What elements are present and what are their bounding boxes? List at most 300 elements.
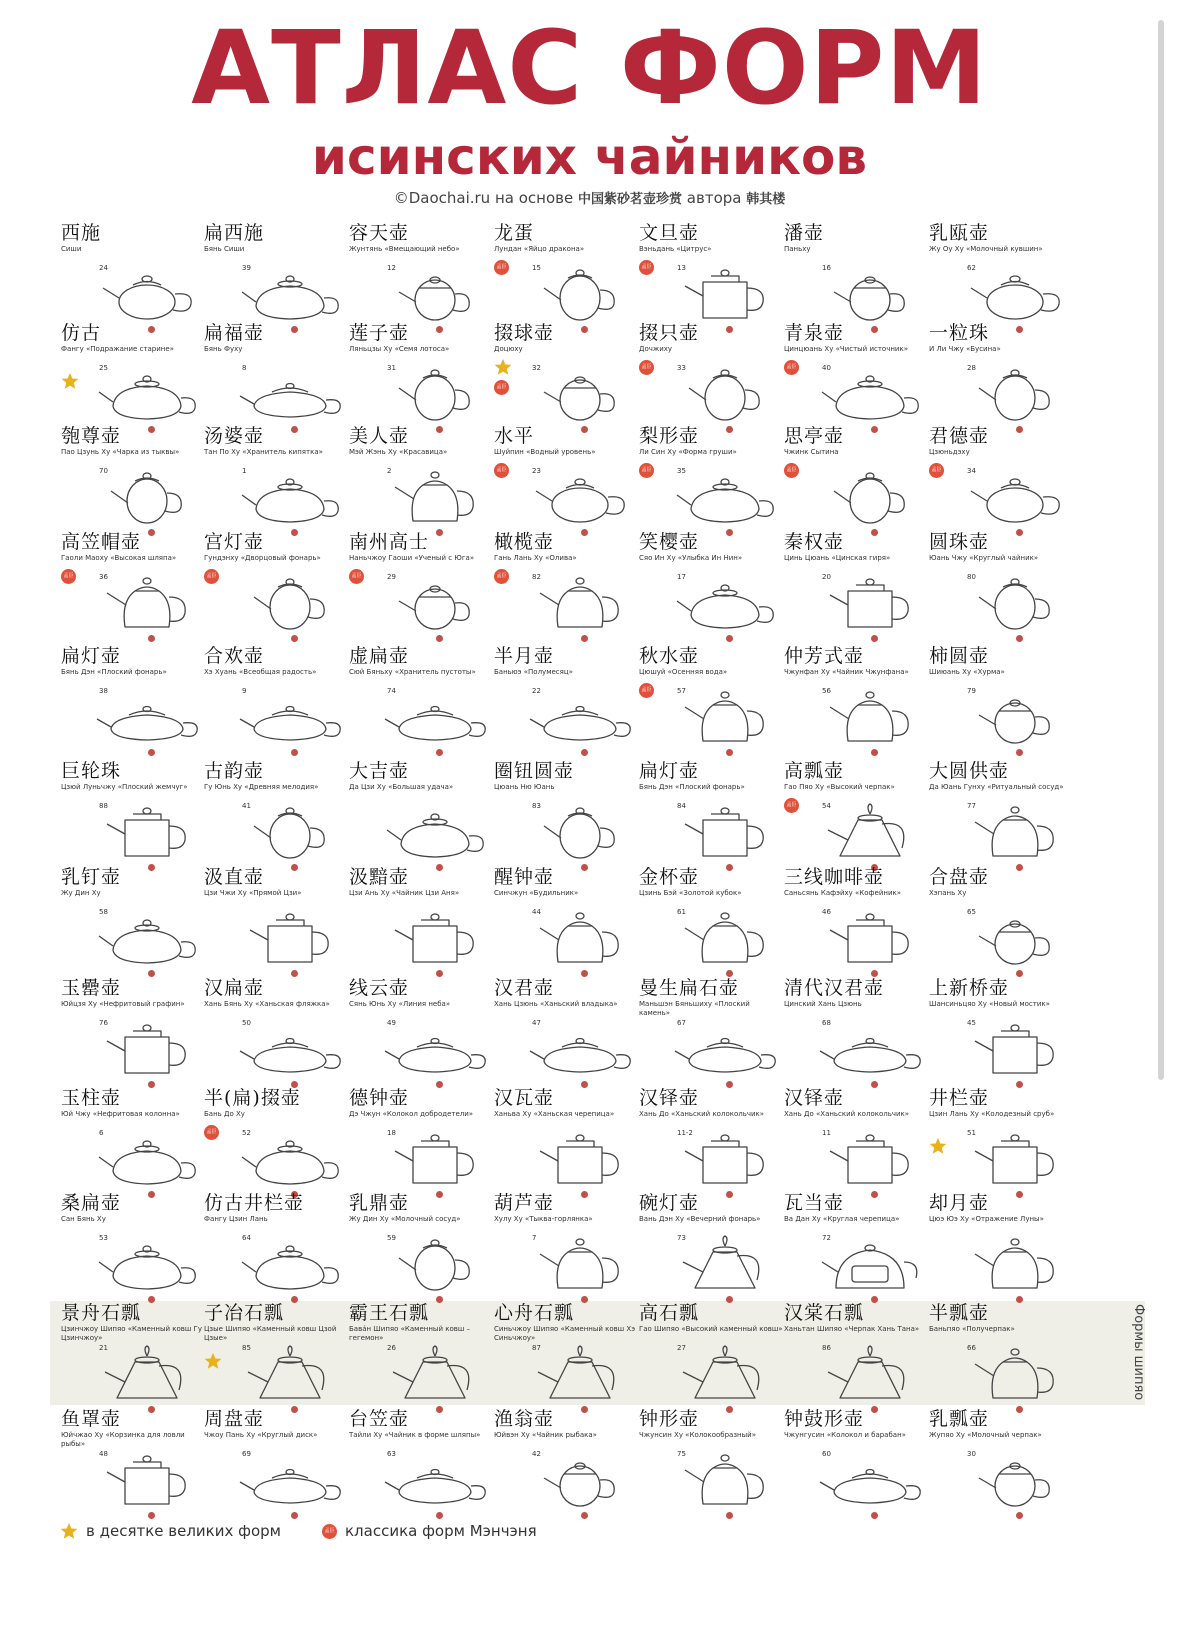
teapot-drawing	[963, 1017, 1067, 1079]
teapot-drawing	[673, 1017, 777, 1079]
teapot-name-cn: 乳钉壶	[61, 866, 122, 888]
teapot-name-cn: 合盘壶	[929, 866, 990, 888]
mengchen-mark	[639, 360, 654, 375]
form-number: 82	[532, 573, 541, 581]
teapot-cell	[488, 866, 638, 976]
teapot-cell	[198, 1087, 348, 1197]
teapot-name-cn: 巨轮珠	[61, 760, 122, 782]
mengchen-mark	[204, 569, 219, 584]
teapot-name-cn: 半月壶	[494, 645, 555, 667]
teapot-name-ru: Чжоу Пань Ху «Круглый диск»	[204, 1431, 318, 1439]
teapot-name-cn: 醒钟壶	[494, 866, 555, 888]
teapot-name-ru: Вань Дэн Ху «Вечерний фонарь»	[639, 1215, 761, 1223]
teapot-name-ru: Хань Цзюнь «Ханьский владыка»	[494, 1000, 618, 1008]
teapot-name-ru: Гао Пяо Ху «Высокий черпак»	[784, 783, 895, 791]
teapot-name-cn: 秋水壶	[639, 645, 700, 667]
teapot-cell	[488, 1087, 638, 1197]
teapot-name-ru: Юйцзя Ху «Нефритовый графин»	[61, 1000, 185, 1008]
red-dot	[436, 1512, 443, 1519]
teapot-name-ru: Чжунсин Ху «Колокообразный»	[639, 1431, 756, 1439]
form-number: 87	[532, 1344, 541, 1352]
form-number: 67	[677, 1019, 686, 1027]
teapot-drawing	[528, 1017, 632, 1079]
form-number: 12	[387, 264, 396, 272]
teapot-name-ru: Цюань Ню Юань	[494, 783, 555, 791]
teapot-name-ru: Цинцюань Ху «Чистый источник»	[784, 345, 908, 353]
teapot-name-ru: Цзи Чжи Ху «Прямой Цзи»	[204, 889, 302, 897]
mengchen-badge-icon: 孟臣	[639, 463, 654, 478]
teapot-cell	[55, 531, 205, 641]
teapot-name-ru: Чжунфан Ху «Чайник Чжунфана»	[784, 668, 909, 676]
teapot-drawing	[673, 465, 777, 527]
teapot-name-cn: 一粒珠	[929, 322, 990, 344]
form-number: 52	[242, 1129, 251, 1137]
form-number: 7	[532, 1234, 537, 1242]
star-icon	[61, 372, 79, 390]
teapot-cell	[343, 1087, 493, 1197]
teapot-name-cn: 汲直壶	[204, 866, 265, 888]
teapot-drawing	[673, 906, 777, 968]
legend-badge	[322, 1522, 537, 1540]
teapot-drawing	[673, 685, 777, 747]
teapot-name-cn: 上新桥壶	[929, 977, 1010, 999]
mengchen-badge-icon: 孟臣	[349, 569, 364, 584]
red-dot	[871, 1512, 878, 1519]
teapot-drawing	[383, 1127, 487, 1189]
teapot-name-ru: Хань До «Ханьский колокольчик»	[639, 1110, 765, 1118]
teapot-cell	[633, 977, 783, 1087]
form-number: 51	[967, 1129, 976, 1137]
teapot-name-ru: Сяо Ин Ху «Улыбка Ин Нин»	[639, 554, 743, 562]
teapot-cell	[488, 322, 638, 432]
form-number: 85	[242, 1344, 251, 1352]
teapot-drawing	[818, 1017, 922, 1079]
teapot-name-ru: Вэньдань «Цитрус»	[639, 245, 712, 253]
teapot-cell	[633, 322, 783, 432]
teapot-cell	[923, 531, 1073, 641]
teapot-name-cn: 清代汉君壶	[784, 977, 885, 999]
form-number: 47	[532, 1019, 541, 1027]
form-number: 41	[242, 802, 251, 810]
teapot-cell	[198, 977, 348, 1087]
teapot-name-ru: Хэпань Ху	[929, 889, 967, 897]
teapot-drawing	[818, 362, 922, 424]
teapot-name-cn: 渔翁壶	[494, 1408, 555, 1430]
form-number: 21	[99, 1344, 108, 1352]
teapot-drawing	[818, 1232, 922, 1294]
form-number: 66	[967, 1344, 976, 1352]
teapot-name-cn: 笑樱壶	[639, 531, 700, 553]
teapot-cell	[778, 425, 928, 535]
credit-author: 韩其楼	[746, 192, 786, 207]
teapot-name-ru: Да Цзи Ху «Большая удача»	[349, 783, 454, 791]
teapot-cell	[488, 760, 638, 870]
teapot-cell	[55, 1087, 205, 1197]
teapot-name-cn: 钟形壶	[639, 1408, 700, 1430]
teapot-drawing	[963, 685, 1067, 747]
form-number: 49	[387, 1019, 396, 1027]
teapot-name-cn: 水平	[494, 425, 535, 447]
form-number: 27	[677, 1344, 686, 1352]
credit-book: 中国紫砂茗壶珍赏	[578, 192, 683, 207]
mengchen-mark	[784, 360, 799, 375]
teapot-cell	[923, 760, 1073, 870]
mengchen-mark	[349, 569, 364, 584]
form-number: 53	[99, 1234, 108, 1242]
teapot-drawing	[238, 685, 342, 747]
teapot-name-cn: 文旦壶	[639, 222, 700, 244]
teapot-drawing	[818, 1127, 922, 1189]
form-number: 40	[822, 364, 831, 372]
teapot-name-cn: 鱼罩壶	[61, 1408, 122, 1430]
red-dot	[148, 749, 155, 756]
teapot-name-ru: Тайли Ху «Чайник в форме шляпы»	[349, 1431, 481, 1439]
teapot-name-ru: Гундэнху «Дворцовый фонарь»	[204, 554, 321, 562]
teapot-drawing	[95, 262, 199, 324]
teapot-drawing	[238, 1127, 342, 1189]
credit-middle: автора	[686, 189, 742, 207]
star-icon	[60, 1522, 78, 1540]
teapot-cell	[778, 531, 928, 641]
teapot-name-ru: Бянь Дэн «Плоский фонарь»	[639, 783, 745, 791]
teapot-name-ru: Саньсянь Кафэйху «Кофейник»	[784, 889, 902, 897]
teapot-cell	[633, 222, 783, 332]
form-number: 70	[99, 467, 108, 475]
teapot-name-cn: 君德壶	[929, 425, 990, 447]
form-number: 62	[967, 264, 976, 272]
teapot-cell	[198, 866, 348, 976]
teapot-name-ru: Цзинь Бэй «Золотой кубок»	[639, 889, 742, 897]
teapot-name-cn: 扁西施	[204, 222, 265, 244]
teapot-drawing	[383, 465, 487, 527]
teapot-name-cn: 扁灯壶	[639, 760, 700, 782]
teapot-cell	[55, 1408, 205, 1518]
teapot-name-cn: 大圆供壶	[929, 760, 1010, 782]
teapot-name-cn: 掇球壶	[494, 322, 555, 344]
form-number: 68	[822, 1019, 831, 1027]
teapot-cell	[778, 645, 928, 755]
mengchen-badge-icon: 孟臣	[784, 798, 799, 813]
teapot-drawing	[238, 906, 342, 968]
top-ten-mark	[204, 1352, 222, 1374]
red-dot	[291, 749, 298, 756]
teapot-drawing	[818, 571, 922, 633]
teapot-cell	[633, 866, 783, 976]
teapot-cell	[778, 760, 928, 870]
teapot-name-cn: 虚扁壶	[349, 645, 410, 667]
red-dot	[1016, 1512, 1023, 1519]
mengchen-mark	[61, 569, 76, 584]
form-number: 22	[532, 687, 541, 695]
teapot-drawing	[818, 262, 922, 324]
red-dot	[726, 1512, 733, 1519]
page-title: АТЛАС ФОРМ	[191, 9, 988, 128]
teapot-name-ru: Гао Шипяо «Высокий каменный ковш»	[639, 1325, 783, 1333]
teapot-cell	[488, 222, 638, 332]
form-number: 9	[242, 687, 247, 695]
teapot-name-cn: 玉罍壶	[61, 977, 122, 999]
teapot-drawing	[528, 1232, 632, 1294]
teapot-drawing	[383, 1342, 487, 1404]
red-dot	[291, 635, 298, 642]
form-number: 88	[99, 802, 108, 810]
teapot-name-ru: Юйвэн Ху «Чайник рыбака»	[494, 1431, 597, 1439]
teapot-drawing	[383, 685, 487, 747]
teapot-name-ru: Гань Лань Ху «Олива»	[494, 554, 577, 562]
form-number: 11-2	[677, 1129, 693, 1137]
teapot-cell	[488, 1302, 638, 1412]
teapot-drawing	[383, 906, 487, 968]
teapot-cell	[633, 1087, 783, 1197]
teapot-drawing	[673, 1342, 777, 1404]
red-dot	[436, 635, 443, 642]
teapot-name-cn: 青泉壶	[784, 322, 845, 344]
teapot-name-ru: Жу Дин Ху	[61, 889, 101, 897]
teapot-name-ru: Чжинк Сытина	[784, 448, 839, 456]
mengchen-mark	[784, 463, 799, 478]
form-number: 56	[822, 687, 831, 695]
teapot-name-cn: 乳鼎壶	[349, 1192, 410, 1214]
teapot-name-cn: 汉棠石瓢	[784, 1302, 865, 1324]
teapot-cell	[55, 645, 205, 755]
form-number: 48	[99, 1450, 108, 1458]
teapot-cell	[488, 531, 638, 641]
form-number: 74	[387, 687, 396, 695]
teapot-name-ru: Фангу Цзин Лань	[204, 1215, 268, 1223]
teapot-cell	[923, 1408, 1073, 1518]
form-number: 31	[387, 364, 396, 372]
teapot-name-ru: Цзинчжоу Шипяо «Каменный ковш Гу Цзинчжоу»	[61, 1325, 202, 1342]
teapot-cell	[633, 1302, 783, 1412]
teapot-drawing	[238, 362, 342, 424]
teapot-name-cn: 瓦当壶	[784, 1192, 845, 1214]
form-number: 77	[967, 802, 976, 810]
teapot-name-cn: 美人壶	[349, 425, 410, 447]
teapot-cell	[343, 866, 493, 976]
mengchen-mark	[639, 463, 654, 478]
teapot-drawing	[95, 1448, 199, 1510]
teapot-cell	[633, 1192, 783, 1302]
teapot-cell	[343, 645, 493, 755]
teapot-cell	[343, 531, 493, 641]
teapot-name-cn: 圆珠壶	[929, 531, 990, 553]
teapot-name-ru: Гу Юнь Ху «Древняя мелодия»	[204, 783, 319, 791]
top-ten-mark	[61, 372, 79, 394]
teapot-cell	[198, 222, 348, 332]
mengchen-mark	[784, 798, 799, 813]
form-number: 58	[99, 908, 108, 916]
teapot-name-ru: Хэ Хуань «Всеобщая радость»	[204, 668, 317, 676]
form-number: 80	[967, 573, 976, 581]
teapot-name-cn: 葫芦壶	[494, 1192, 555, 1214]
credit-prefix: ©Daochai.ru на основе	[393, 189, 574, 207]
mengchen-badge-icon: 孟臣	[322, 1524, 337, 1539]
teapot-drawing	[95, 571, 199, 633]
teapot-name-cn: 高瓢壶	[784, 760, 845, 782]
teapot-name-ru: Бавáн Шипяо «Каменный ковш – гегемон»	[349, 1325, 470, 1342]
teapot-name-ru: Доцюху	[494, 345, 523, 353]
mengchen-mark	[639, 683, 654, 698]
teapot-name-ru: Бань До Ху	[204, 1110, 245, 1118]
mengchen-mark	[494, 260, 509, 275]
mengchen-badge-icon: 孟臣	[204, 569, 219, 584]
red-dot	[291, 970, 298, 977]
teapot-drawing	[238, 1448, 342, 1510]
teapot-name-cn: 德钟壶	[349, 1087, 410, 1109]
teapot-drawing	[383, 1448, 487, 1510]
teapot-cell	[343, 222, 493, 332]
teapot-cell	[55, 322, 205, 432]
teapot-name-cn: 扁灯壶	[61, 645, 122, 667]
star-icon	[494, 358, 512, 376]
form-number: 73	[677, 1234, 686, 1242]
legend-star-label: в десятке великих форм	[86, 1522, 281, 1540]
red-dot	[436, 749, 443, 756]
form-number: 59	[387, 1234, 396, 1242]
teapot-drawing	[818, 685, 922, 747]
teapot-drawing	[818, 1342, 922, 1404]
teapot-name-ru: Фангу «Подражание старине»	[61, 345, 174, 353]
teapot-name-ru: Юй Чжу «Нефритовая колонна»	[61, 1110, 180, 1118]
teapot-cell	[343, 760, 493, 870]
teapot-name-cn: 子冶石瓢	[204, 1302, 285, 1324]
teapot-cell	[923, 1192, 1073, 1302]
form-number: 11	[822, 1129, 831, 1137]
teapot-name-ru: Хань Бянь Ху «Ханьская фляжка»	[204, 1000, 330, 1008]
teapot-name-ru: Жу Дин Ху «Молочный сосуд»	[349, 1215, 461, 1223]
form-number: 8	[242, 364, 247, 372]
teapot-drawing	[95, 362, 199, 424]
teapot-name-ru: Хулу Ху «Тыква-горлянка»	[494, 1215, 593, 1223]
teapot-name-ru: Ханьтан Шипяо «Черпак Хань Тана»	[784, 1325, 920, 1333]
teapot-name-ru: Жунтянь «Вмещающий небо»	[349, 245, 460, 253]
teapot-cell	[488, 1192, 638, 1302]
red-dot	[871, 749, 878, 756]
teapot-name-cn: 井栏壶	[929, 1087, 990, 1109]
form-number: 35	[677, 467, 686, 475]
teapot-drawing	[963, 1342, 1067, 1404]
teapot-drawing	[963, 571, 1067, 633]
teapot-name-cn: 桑扁壶	[61, 1192, 122, 1214]
teapot-cell	[55, 977, 205, 1087]
teapot-cell	[488, 1408, 638, 1518]
teapot-drawing	[238, 1232, 342, 1294]
red-dot	[581, 749, 588, 756]
teapot-name-ru: Лундан «Яйцо дракона»	[494, 245, 585, 253]
teapot-name-ru: Цюэ Юэ Ху «Отражение Луны»	[929, 1215, 1044, 1223]
teapot-cell	[778, 322, 928, 432]
teapot-drawing	[95, 1342, 199, 1404]
teapot-cell	[55, 222, 205, 332]
form-number: 13	[677, 264, 686, 272]
teapot-name-ru: Бянь Сиши	[204, 245, 245, 253]
teapot-name-cn: 宫灯壶	[204, 531, 265, 553]
teapot-name-ru: Ва Дан Ху «Круглая черепица»	[784, 1215, 900, 1223]
teapot-name-cn: 三线咖啡壶	[784, 866, 885, 888]
teapot-name-ru: Дэ Чжун «Колокол добродетели»	[349, 1110, 474, 1118]
form-number: 65	[967, 908, 976, 916]
teapot-drawing	[673, 800, 777, 862]
teapot-drawing	[95, 1232, 199, 1294]
mengchen-badge-icon: 孟臣	[929, 463, 944, 478]
red-dot	[726, 970, 733, 977]
teapot-name-cn: 玉柱壶	[61, 1087, 122, 1109]
form-number: 25	[99, 364, 108, 372]
teapot-name-ru: Юань Чжу «Круглый чайник»	[929, 554, 1039, 562]
teapot-name-ru: Ляньцзы Ху «Семя лотоса»	[349, 345, 450, 353]
teapot-cell	[343, 1302, 493, 1412]
mengchen-badge-icon: 孟臣	[639, 260, 654, 275]
teapot-name-cn: 仿古	[61, 322, 102, 344]
teapot-name-ru: И Ли Чжу «Бусина»	[929, 345, 1001, 353]
teapot-drawing	[818, 906, 922, 968]
teapot-cell	[923, 1302, 1073, 1412]
teapot-cell	[778, 1192, 928, 1302]
form-number: 15	[532, 264, 541, 272]
teapot-name-ru: Да Юань Гунху «Ритуальный сосуд»	[929, 783, 1064, 791]
teapot-name-cn: 碗灯壶	[639, 1192, 700, 1214]
shipiao-band-label: Формы шипяо	[1131, 1303, 1146, 1401]
form-number: 60	[822, 1450, 831, 1458]
teapot-name-ru: Цзюньдэху	[929, 448, 970, 456]
teapot-name-ru: Жупяо Ху «Молочный черпак»	[929, 1431, 1042, 1439]
teapot-name-ru: Цзые Шипяо «Каменный ковш Цзой Цзые»	[204, 1325, 337, 1342]
teapot-name-ru: Мэй Жэнь Ху «Красавица»	[349, 448, 448, 456]
teapot-cell	[923, 222, 1073, 332]
teapot-drawing	[528, 465, 632, 527]
teapot-cell	[343, 425, 493, 535]
teapot-drawing	[528, 1342, 632, 1404]
red-dot	[726, 749, 733, 756]
teapot-drawing	[528, 685, 632, 747]
mengchen-mark	[494, 463, 509, 478]
teapot-cell	[923, 977, 1073, 1087]
teapot-name-ru: Баньюэ «Полумесяц»	[494, 668, 573, 676]
form-number: 1	[242, 467, 247, 475]
teapot-name-cn: 容天壶	[349, 222, 410, 244]
mengchen-badge-icon: 孟臣	[639, 360, 654, 375]
form-number: 42	[532, 1450, 541, 1458]
teapot-name-cn: 扁福壶	[204, 322, 265, 344]
teapot-cell	[778, 222, 928, 332]
teapot-drawing	[95, 1017, 199, 1079]
red-dot	[148, 970, 155, 977]
form-number: 44	[532, 908, 541, 916]
teapot-name-cn: 半(扁)掇壶	[204, 1087, 301, 1109]
teapot-cell	[923, 425, 1073, 535]
teapot-drawing	[238, 1342, 342, 1404]
teapot-drawing	[963, 906, 1067, 968]
red-dot	[148, 1512, 155, 1519]
teapot-cell	[198, 760, 348, 870]
teapot-name-ru: Синьчжоу Шипяо «Каменный ковш Хэ Синьчжоу»	[494, 1325, 636, 1342]
teapot-cell	[488, 645, 638, 755]
teapot-cell	[778, 977, 928, 1087]
red-dot	[1016, 970, 1023, 977]
teapot-name-cn: 汉铎壶	[639, 1087, 700, 1109]
form-number: 57	[677, 687, 686, 695]
form-number: 50	[242, 1019, 251, 1027]
teapot-name-ru: Ханьва Ху «Ханьская черепица»	[494, 1110, 615, 1118]
teapot-name-cn: 仿古井栏壶	[204, 1192, 305, 1214]
teapot-drawing	[238, 465, 342, 527]
teapot-name-ru: Цзи Ань Ху «Чайник Цзи Аня»	[349, 889, 460, 897]
teapot-name-cn: 莲子壶	[349, 322, 410, 344]
teapot-cell	[55, 866, 205, 976]
red-dot	[148, 635, 155, 642]
form-number: 28	[967, 364, 976, 372]
mengchen-badge-icon: 孟臣	[784, 463, 799, 478]
